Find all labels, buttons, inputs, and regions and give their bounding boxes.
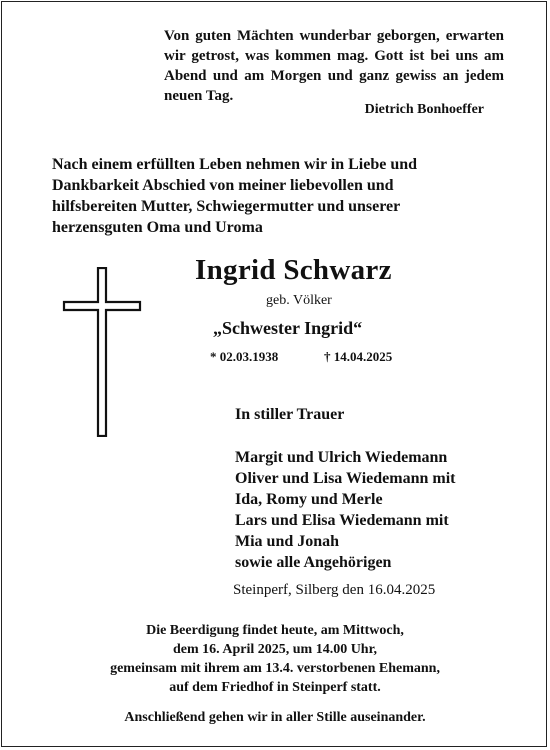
intro-line: Nach einem erfüllten Leben nehmen wir in Liebe und [52,156,418,173]
mourner-line: Margit und Ulrich Wiedemann [235,449,448,466]
death-date: † 14.04.2025 [324,349,393,364]
obituary-frame [1,1,547,747]
quote-line: Von guten Mächten wunderbar geborgen, erwarten [164,28,504,44]
quote-line: wir getrost, was kommen mag. Gott ist bei uns am [164,48,504,64]
mourner-line: Ida, Romy und Merle [235,491,383,508]
intro-line: hilfsbereiten Mutter, Schwiegermutter und unserer [52,198,401,215]
place-date: Steinperf, Silberg den 16.04.2025 [233,582,436,598]
quote-line: neuen Tag. [164,88,234,104]
birth-date: * 02.03.1938 [210,349,279,364]
deceased-name: Ingrid Schwarz [195,254,392,286]
mourner-line: Lars und Elisa Wiedemann mit [235,512,449,529]
funeral-line: Die Beerdigung findet heute, am Mittwoch, [146,623,404,638]
intro-line: Dankbarkeit Abschied von meiner liebevollen und [52,177,394,194]
mourners-list [235,447,455,573]
bonhoeffer-quote [164,26,504,106]
maiden-name: geb. Völker [266,293,332,308]
funeral-details [2,621,548,697]
quote-line: Abend und am Morgen und ganz gewiss an jedem [164,68,504,84]
funeral-line: gemeinsam mit ihrem am 13.4. verstorbenen Ehemann, [110,661,440,676]
mourner-line: Mia und Jonah [235,533,340,550]
funeral-line: dem 16. April 2025, um 14.00 Uhr, [172,642,378,657]
quote-author: Dietrich Bonhoeffer [364,102,484,117]
cross-icon [62,267,142,437]
mourner-line: Oliver und Lisa Wiedemann mit [235,470,456,487]
closing-line: Anschließend gehen wir in aller Stille auseinander. [124,710,426,725]
nickname: „Schwester Ingrid“ [213,318,363,338]
intro-text [52,154,417,238]
mourner-line: sowie alle Angehörigen [235,554,392,571]
mourning-heading: In stiller Trauer [235,406,345,423]
funeral-line: auf dem Friedhof in Steinperf statt. [169,680,381,695]
intro-line: herzensguten Oma und Uroma [52,219,263,236]
